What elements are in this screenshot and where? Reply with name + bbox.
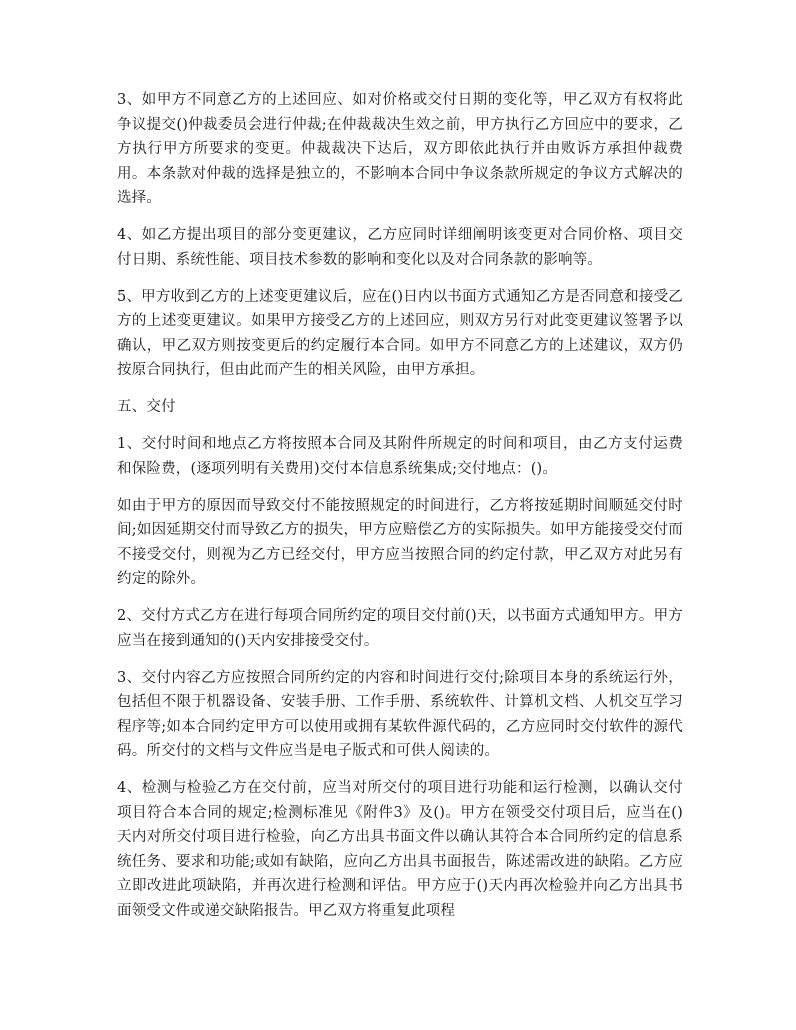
clause-5-4-inspection: 4、检测与检验乙方在交付前，应当对所交付的项目进行功能和运行检测，以确认交付项目符合本合同的规定;检测标准见《附件3》及()。甲方在领受交付项目后，应当在()天内对所交付项目进行检验，向乙方出具书面文件以确认其符合本合同所约定的信息系统任务、要求和功能;或如有缺陷，应向乙方出具书面报告，陈述需改进的缺陷。乙方应立即改进此项缺陷，并再次进行检测和评估。甲方应于()天内再次检验并向乙方出具书面领受文件或递交缺陷报告。甲乙双方将重复此项程 [117, 780, 683, 919]
clause-5-1-delivery-time-place: 1、交付时间和地点乙方将按照本合同及其附件所规定的时间和项目，由乙方支付运费和保险费，(逐项列明有关费用)交付本信息系统集成;交付地点：()。 [117, 436, 683, 477]
document-body [117, 88, 683, 936]
clause-5-2-delivery-method: 2、交付方式乙方在进行每项合同所约定的项目交付前()天，以书面方式通知甲方。甲方应当在接到通知的()天内安排接受交付。 [117, 608, 683, 649]
clause-4-3-arbitration: 3、如甲方不同意乙方的上述回应、如对价格或交付日期的变化等，甲乙双方有权将此争议提交()仲裁委员会进行仲裁;在仲裁裁决生效之前，甲方执行乙方回应中的要求，乙方执行甲方所要求的变更。仲裁裁决下达后，双方即依此执行并由败诉方承担仲裁费用。本条款对仲裁的选择是独立的，不影响本合同中争议条款所规定的争议方式解决的选择。 [117, 92, 683, 206]
clause-4-4-change-proposal: 4、如乙方提出项目的部分变更建议，乙方应同时详细阐明该变更对合同价格、项目交付日期、系统性能、项目技术参数的影响和变化以及对合同条款的影响等。 [117, 227, 683, 268]
section-heading-delivery: 五、交付 [117, 399, 176, 415]
clause-5-1-delay: 如由于甲方的原因而导致交付不能按照规定的时间进行，乙方将按延期时间顺延交付时间;如因延期交付而导致乙方的损失，甲方应赔偿乙方的实际损失。如甲方能接受交付而不接受交付，则视为乙方已经交付，甲方应当按照合同的约定付款，甲乙双方对此另有约定的除外。 [117, 497, 683, 587]
clause-4-5-change-response: 5、甲方收到乙方的上述变更建议后，应在()日内以书面方式通知乙方是否同意和接受乙方的上述变更建议。如果甲方接受乙方的上述回应，则双方另行对此变更建议签署予以确认，甲乙双方则按变更后的约定履行本合同。如甲方不同意乙方的上述建议，双方仍按原合同执行，但由此而产生的相关风险，由甲方承担。 [117, 288, 683, 378]
clause-5-3-delivery-content: 3、交付内容乙方应按照合同所约定的内容和时间进行交付;除项目本身的系统运行外，包括但不限于机器设备、安装手册、工作手册、系统软件、计算机文档、人机交互学习程序等;如本合同约定甲方可以使用或拥有某软件源代码的，乙方应同时交付软件的源代码。所交付的文档与文件应当是电子版式和可供人阅读的。 [117, 669, 683, 759]
